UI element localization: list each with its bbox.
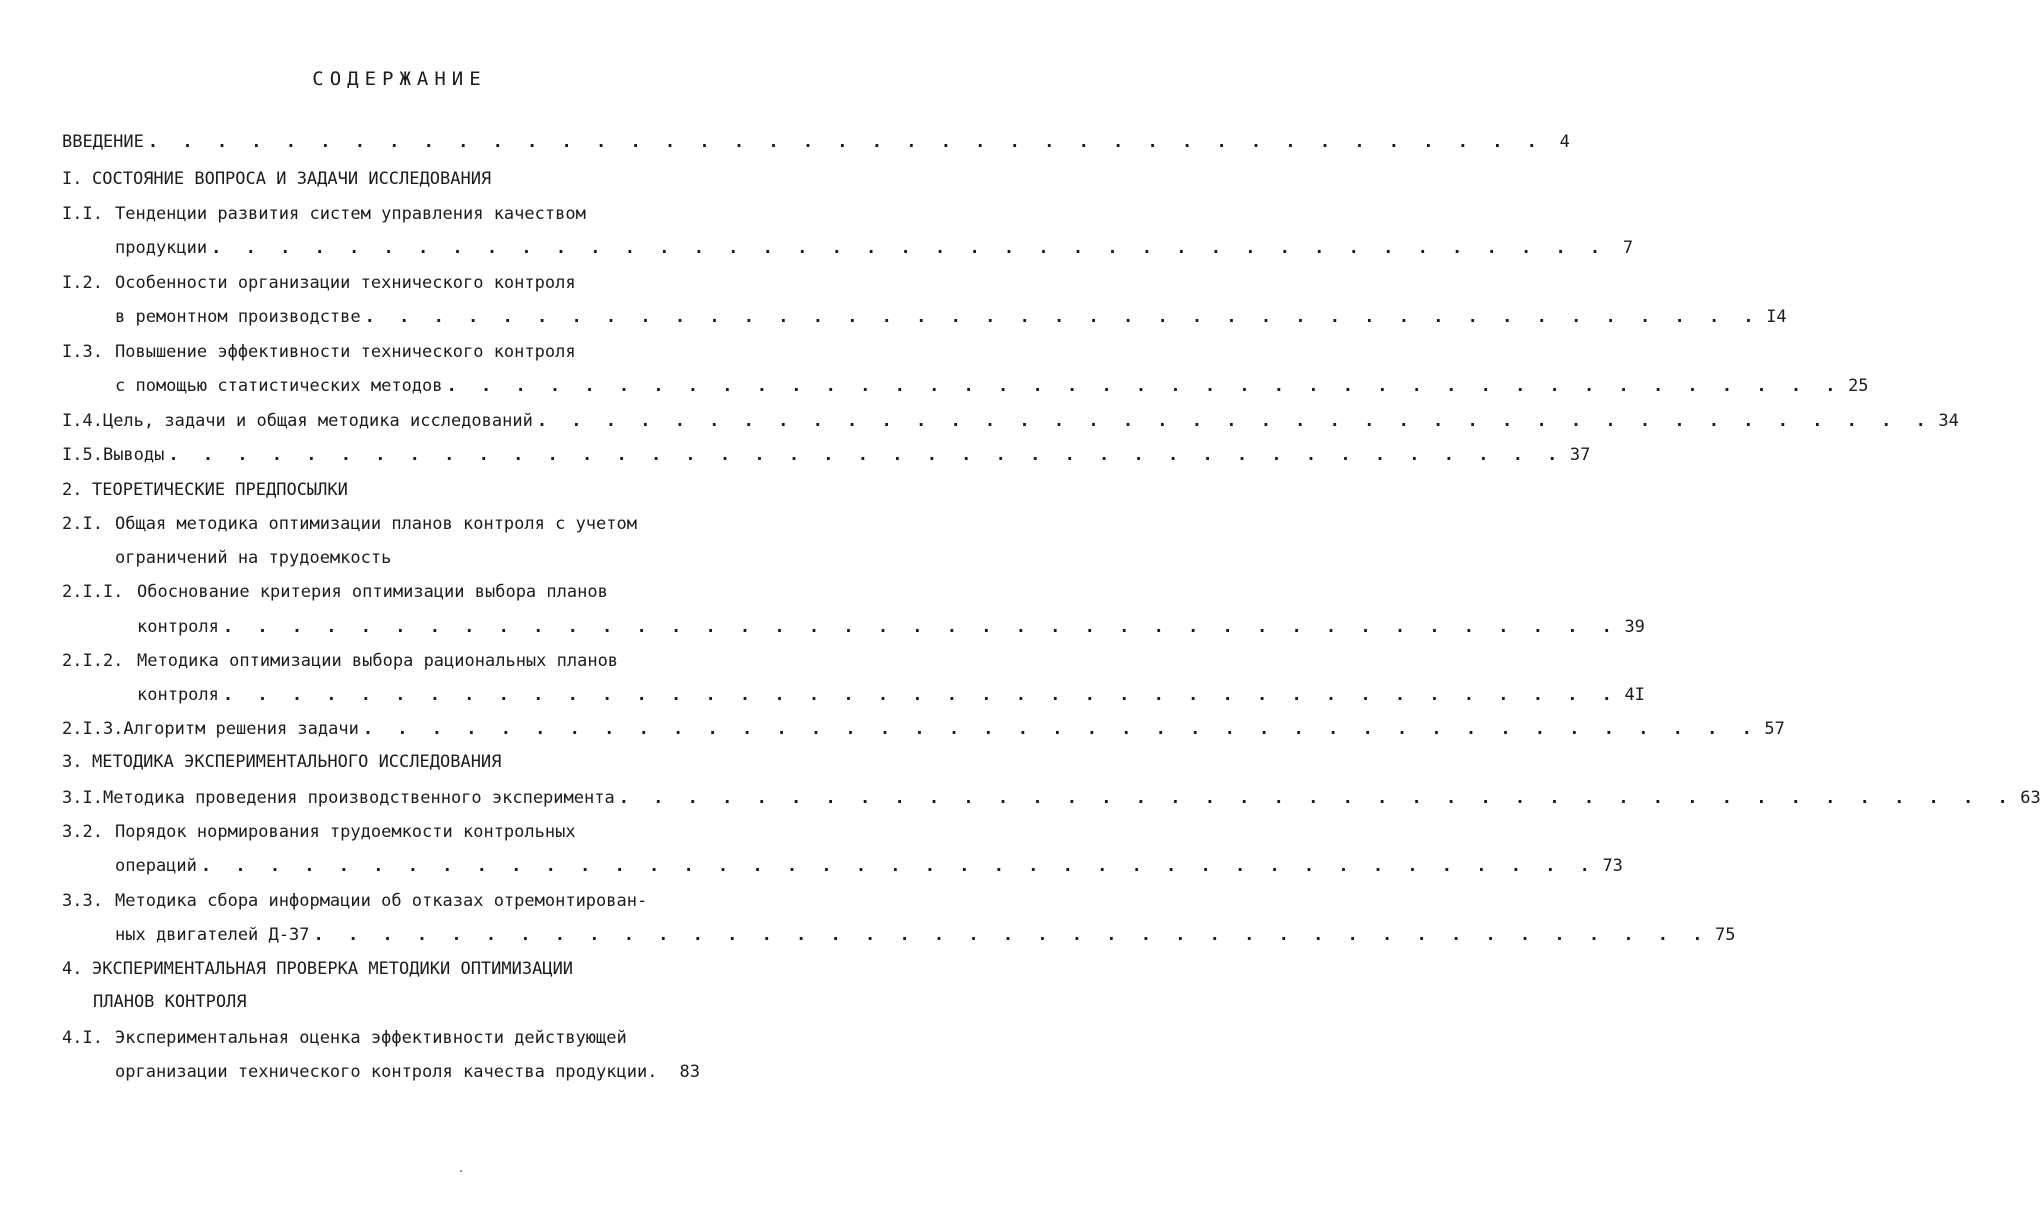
toc-entry-chapter-4 (62, 955, 700, 983)
toc-page-number: I4 (1766, 307, 1787, 327)
toc-entry-number: 2.I.3. (62, 719, 124, 739)
toc-leader: . . . . . . . . . . . . . . . . . . . . . . . . . . . . . . . . . . . . . . . . . (362, 719, 1759, 739)
toc-entry-number: I.4. (62, 411, 103, 431)
toc-entry-chapter-2 (62, 476, 700, 504)
toc-entry-number: I.5. (62, 445, 103, 465)
toc-entry-number: 3.3. (62, 891, 103, 911)
toc-leader: . . . . . . . . . . . . . . . . . . . . . . . . . . . . . . . . . . . . . . . . . (222, 617, 1619, 637)
toc-entry-3-3 (62, 887, 700, 915)
toc-entry-text: СОСТОЯНИЕ ВОПРОСА И ЗАДАЧИ ИССЛЕДОВАНИЯ (92, 169, 492, 189)
toc-page-number: 37 (1569, 445, 1591, 465)
toc-entry-1-3 (62, 338, 700, 366)
toc-entry-2-1-continued (115, 544, 700, 572)
toc-entry-3-2 (62, 818, 700, 846)
toc-entry-4-1 (62, 1024, 700, 1052)
toc-entry-text: Особенности организации технического контроля (115, 273, 576, 293)
toc-entry-1-1 (62, 200, 700, 228)
toc-entry-text: в ремонтном производстве (115, 307, 361, 327)
toc-entry-1-3-continued (115, 372, 1869, 400)
toc-entry-text: Методика сбора информации об отказах отремонтирован- (115, 891, 648, 911)
scan-speck (460, 1170, 462, 1172)
toc-entry-text: ПЛАНОВ КОНТРОЛЯ (93, 992, 247, 1012)
toc-page-number: 34 (1938, 411, 1959, 431)
toc-entry-text: ограничений на трудоемкость (115, 548, 392, 568)
toc-entry-number: 2.I.I. (62, 582, 124, 602)
toc-entry-2-1-1-continued (137, 613, 1645, 641)
toc-entry-4-1-continued (115, 1058, 700, 1086)
toc-entry-1-2 (62, 269, 700, 297)
toc-entry-text: МЕТОДИКА ЭКСПЕРИМЕНТАЛЬНОГО ИССЛЕДОВАНИЯ (92, 752, 502, 772)
toc-page-number: 83 (679, 1062, 700, 1082)
toc-entry-2-1-3 (62, 715, 1785, 743)
toc-entry-number: 4.I. (62, 1028, 103, 1048)
toc-entry-number: 3.I. (62, 788, 103, 808)
toc-page-number: 73 (1602, 856, 1623, 876)
toc-page-number: 25 (1848, 376, 1869, 396)
toc-entry-number: 2.I.2. (62, 651, 124, 671)
toc-leader: . . . . . . . . . . . . . . . . . . . . . . . . . . . . . . . . . . . . . . . . . (313, 925, 1710, 945)
toc-entry-text: ЭКСПЕРИМЕНТАЛЬНАЯ ПРОВЕРКА МЕТОДИКИ ОПТИМИЗАЦИИ (92, 959, 574, 979)
toc-entry-text: организации технического контроля качества продукции. (115, 1062, 658, 1082)
toc-entry-number: 3. (62, 752, 83, 772)
toc-entry-text: Методика оптимизации выбора рациональных планов (137, 651, 619, 671)
toc-entry-chapter-1 (62, 165, 700, 193)
toc-entry-number: I. (62, 169, 83, 189)
toc-entry-text: Порядок нормирования трудоемкости контрольных (115, 822, 576, 842)
toc-entry-text: с помощью статистических методов (115, 376, 443, 396)
toc-leader: . . . . . . . . . . . . . . . . . . . . . . . . . . . . . . . . . . . . . . . . . (147, 132, 1544, 152)
toc-page-number: 39 (1624, 617, 1645, 637)
toc-page-number: 75 (1715, 925, 1736, 945)
toc-entry-number: I.2. (62, 273, 103, 293)
toc-entry-text: ных двигателей Д-37 (115, 925, 310, 945)
toc-entry-chapter-4-continued (93, 988, 700, 1016)
toc-page-number: 57 (1764, 719, 1785, 739)
toc-leader: . . . . . . . . . . . . . . . . . . . . . . . . . . . . . . . . . . . . . . . . . (536, 411, 1933, 431)
toc-entry-1-4 (62, 407, 1959, 435)
toc-leader: . . . . . . . . . . . . . . . . . . . . . . . . . . . . . . . . . . . . . . . . . (222, 685, 1619, 705)
toc-entry-1-2-continued (115, 303, 1787, 331)
toc-entry-text: ТЕОРЕТИЧЕСКИЕ ПРЕДПОСЫЛКИ (92, 480, 348, 500)
toc-entry-text: Алгоритм решения задачи (123, 719, 359, 739)
toc-entry-3-1 (62, 784, 2041, 812)
toc-leader: . . . . . . . . . . . . . . . . . . . . . . . . . . . . . . . . . . . . . . . . . (168, 445, 1565, 465)
toc-entry-text: ВВЕДЕНИЕ (62, 132, 144, 152)
toc-entry-3-3-continued (115, 921, 1736, 949)
toc-entry-2-1 (62, 510, 700, 538)
toc-entry-text: Экспериментальная оценка эффективности действующей (115, 1028, 627, 1048)
page-title: СОДЕРЖАНИЕ (312, 68, 487, 90)
toc-leader: . . . . . . . . . . . . . . . . . . . . . . . . . . . . . . . . . . . . . . . . . (200, 856, 1597, 876)
toc-entry-text: Выводы (102, 445, 165, 465)
toc-entry-text: контроля (137, 617, 219, 637)
toc-entry-text: контроля (137, 685, 219, 705)
toc-entry-chapter-3 (62, 748, 700, 776)
toc-page-number: 63 (2020, 788, 2041, 808)
toc-entry-text: Методика проведения производственного эксперимента (102, 788, 615, 808)
toc-entry-text: Тенденции развития систем управления качеством (115, 204, 586, 224)
toc-entry-text: операций (115, 856, 197, 876)
toc-page-number: 7 (1622, 238, 1634, 258)
toc-entry-text: Общая методика оптимизации планов контроля с учетом (115, 514, 637, 534)
toc-entry-text: Обоснование критерия оптимизации выбора планов (137, 582, 608, 602)
toc-entry-number: 3.2. (62, 822, 103, 842)
toc-leader: . . . . . . . . . . . . . . . . . . . . . . . . . . . . . . . . . . . . . . . . . (446, 376, 1843, 396)
toc-entry-text: продукции (115, 238, 208, 258)
toc-entry-text: Повышение эффективности технического контроля (115, 342, 576, 362)
toc-page-number: 4 (1559, 132, 1570, 152)
toc-entry-number: 4. (62, 959, 83, 979)
toc-entry-number: 2.I. (62, 514, 103, 534)
toc-entry-2-1-2 (62, 647, 700, 675)
toc-leader: . . . . . . . . . . . . . . . . . . . . . . . . . . . . . . . . . . . . . . . . . (364, 307, 1761, 327)
toc-entry-number: I.3. (62, 342, 103, 362)
toc-leader: . . . . . . . . . . . . . . . . . . . . . . . . . . . . . . . . . . . . . . . . . (618, 788, 2015, 808)
toc-leader: . . . . . . . . . . . . . . . . . . . . . . . . . . . . . . . . . . . . . . . . . (211, 238, 1608, 258)
toc-entry-number: I.I. (62, 204, 103, 224)
toc-entry-text: Цель, задачи и общая методика исследований (102, 411, 533, 431)
toc-entry-introduction (62, 128, 1570, 156)
toc-entry-3-2-continued (115, 852, 1623, 880)
toc-entry-2-1-2-continued (137, 681, 1645, 709)
toc-entry-1-5 (62, 441, 1591, 469)
toc-entry-2-1-1 (62, 578, 700, 606)
toc-entry-number: 2. (62, 480, 83, 500)
toc-page-number: 4I (1624, 685, 1645, 705)
toc-entry-1-1-continued (115, 234, 1634, 262)
